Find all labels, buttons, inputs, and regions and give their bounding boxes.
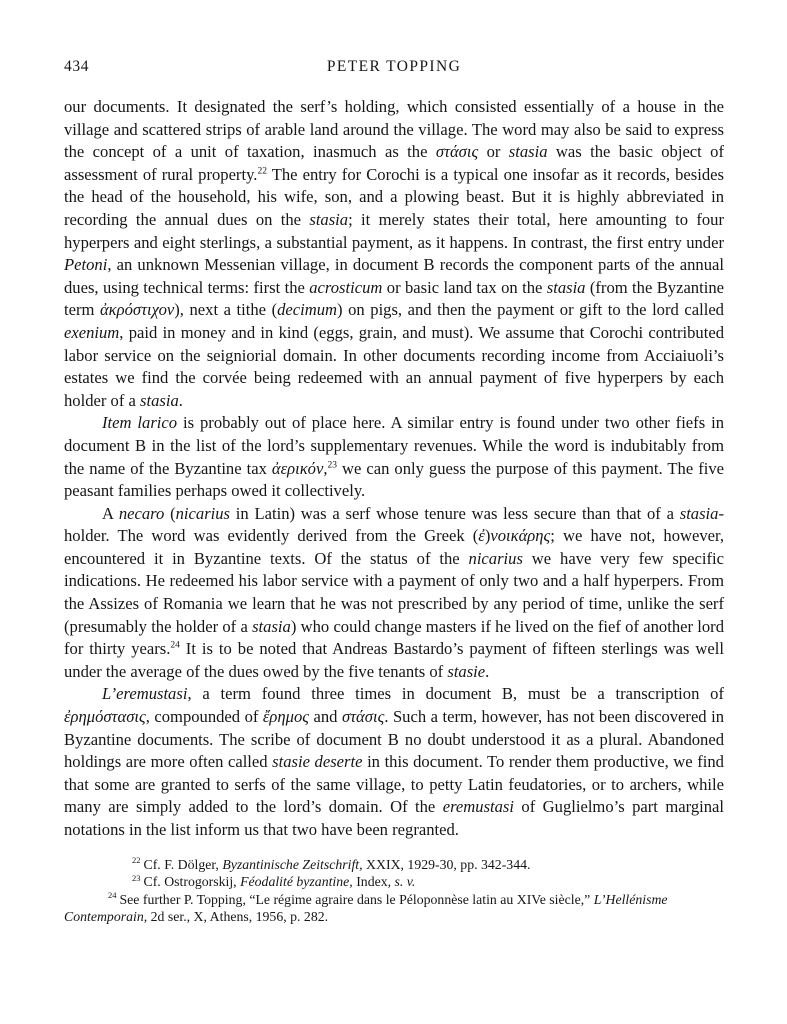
greek-term: νοικάρης <box>490 526 551 546</box>
greek-term: ἐρημόστασις <box>64 707 146 727</box>
italic-term: acrosticum <box>309 277 383 297</box>
footnote-24: $^{24}$ See further P. Topping, “Le régime agraire dans le Péloponnèse latin au XIVe siècle,” L’Hellénisme Contemporain, 2d ser., X, Athens, 1956, p. 282. <box>64 890 668 925</box>
page-number: 434 <box>64 58 90 75</box>
paragraph-4: L’eremustasi, a term found three times in document B, must be a transcription of ἐρημόστασις, compounded of ἔρημος and στάσις. Such a term, however, has not been discovered in Byzantine documents. The scribe of document B no doubt understood it as a plural. Abandoned holdings are more often called stasie deserte in this document. To render them productive, we find that some are granted to serfs of the same village, to petty Latin feudatories, or to archers, while many are simply added to the lord’s domain. Of the eremustasi of Guglielmo’s part marginal notations in the list inform us that two have been regranted. <box>64 684 725 839</box>
footnote-number: 23 <box>132 872 141 883</box>
italic-term: nicarius <box>175 503 231 523</box>
page <box>64 58 724 926</box>
paragraph-3: A necaro (nicarius in Latin) was a serf whose tenure was less secure than that of a stasia-holder. The word was evidently derived from the Greek (ἐ)νοικάρης; we have not, however, encountered it in Byzantine texts. Of the status of the nicarius we have very few specific indications. He redeemed his labor service with a payment of only two and a half hyperpers. From the Assizes of Romania we learn that he was not prescribed by any period of time, unlike the serf (presumably the holder of a stasia) who could change masters if he lived on the fief of another lord for thirty years.$^{24}$ It is to be noted that Andreas Bastardo’s payment of fifteen sterlings was well under the average of the dues owed by the five tenants of stasie. <box>64 503 725 681</box>
italic-term: Item larico <box>102 413 178 433</box>
greek-term: ἐ <box>478 526 485 546</box>
italic-term: stasie deserte <box>272 752 363 772</box>
running-head <box>64 58 724 80</box>
greek-term: ἀκρόστιχον <box>99 300 175 320</box>
paragraph-1: our documents. It designated the serf’s holding, which consisted essentially of a house in the village and scattered strips of arable land around the village. The word may also be said to express the concept of a unit of taxation, inasmuch as the στάσις or stasia was the basic object of assessment of rural property.$^{22}$ The entry for Corochi is a typical one insofar as it records, besides the head of the household, his wife, son, and a plowing beast. But it is highly abbreviated in recording the annual dues on the stasia; it merely states their total, here amounting to four hyperpers and eight sterlings, a substantial payment, as it happens. In contrast, the first entry under Petoni, an unknown Messenian village, in document B records the component parts of the annual dues, using technical terms: first the acrosticum or basic land tax on the stasia (from the Byzantine term ἀκρόστιχον), next a tithe (decimum) on pigs, and then the payment or gift to the lord called exenium, paid in money and in kind (eggs, grain, and must). We assume that Corochi contributed labor service on the seigniorial domain. In other documents recording income from Acciaiuoli’s estates we find the corvée being redeemed with an annual payment of five hyperpers by each holder of a stasia. <box>64 97 724 410</box>
italic-term: decimum <box>277 300 338 320</box>
paragraph-2: Item larico is probably out of place here. A similar entry is found under two other fiefs in document B in the list of the lord’s supplementary revenues. While the word is indubitably from the name of the Byzantine tax ἀερικόν,$^{23}$ we can only guess the purpose of this payment. The five peasant families perhaps owed it collectively. <box>64 413 724 501</box>
italic-term: stasia <box>546 277 586 297</box>
footnote-ref-23[interactable]: 23 <box>327 459 337 470</box>
greek-term: ἔρημος <box>262 707 309 727</box>
italic-term: stasie <box>447 661 486 681</box>
italic-term: nicarius <box>468 548 523 568</box>
italic-term: stasia <box>508 142 548 162</box>
italic-term: stasia <box>140 390 179 410</box>
italic-term: Petoni <box>64 255 108 275</box>
greek-term: στάσις <box>435 142 479 162</box>
italic-term: eremustasi <box>442 797 515 817</box>
footnote-22: $^{22}$ Cf. F. Dölger, Byzantinische Zeitschrift, XXIX, 1929-30, pp. 342-344. <box>132 855 531 872</box>
italic-term: stasia <box>309 209 349 229</box>
italic-term: exenium <box>64 322 120 342</box>
italic-term: stasia <box>679 503 719 523</box>
body-text <box>64 96 724 842</box>
footnote-ref-24[interactable]: 24 <box>170 640 180 651</box>
footnote-ref-22[interactable]: 22 <box>257 166 267 177</box>
greek-term: ἀερικόν <box>271 458 324 478</box>
footnote-23: $^{23}$ Cf. Ostrogorskij, Féodalité byzantine, Index, s. v. <box>132 872 416 890</box>
footnotes <box>64 856 724 926</box>
footnote-number: 22 <box>132 855 141 865</box>
running-title: PETER TOPPING <box>326 58 462 75</box>
italic-term: necaro <box>118 503 165 523</box>
footnote-number: 24 <box>108 890 117 900</box>
italic-term: L’eremustasi <box>102 684 188 704</box>
greek-term: στάσις <box>341 707 385 727</box>
italic-term: stasia <box>252 616 291 636</box>
